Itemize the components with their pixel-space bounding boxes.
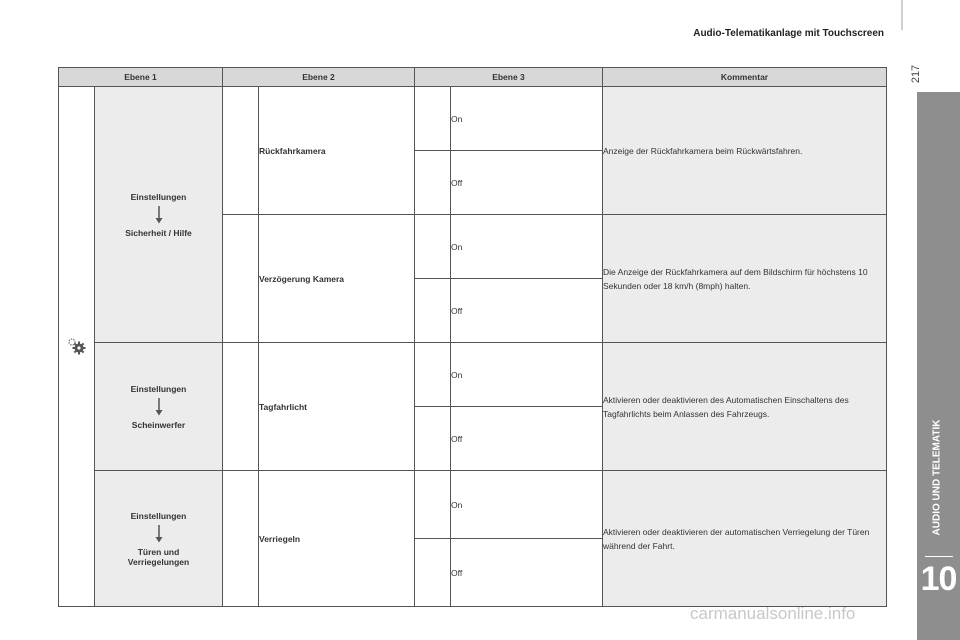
- option-off: Off: [451, 407, 603, 471]
- page-number: 217: [910, 64, 923, 84]
- level2-verzoegerung-kamera: Verzögerung Kamera: [259, 215, 415, 343]
- option-off: Off: [451, 279, 603, 343]
- watermark-text: carmanualsonline.info: [690, 604, 856, 623]
- option-on: On: [451, 215, 603, 279]
- arrow-down-icon: [154, 398, 164, 416]
- comment-tagfahrlicht: Aktivieren oder deaktivieren des Automatischen Einschaltens des Tagfahrlichts beim Anlassen des Fahrzeugs.: [603, 343, 887, 471]
- chapter-divider: [925, 556, 953, 557]
- column-header-kommentar: Kommentar: [603, 68, 887, 87]
- level1-cell-sicherheit: Einstellungen Sicherheit / Hilfe: [95, 87, 223, 343]
- settings-menu-table: [58, 67, 887, 607]
- table-header-row: [59, 68, 887, 87]
- column-header-ebene-3: Ebene 3: [415, 68, 603, 87]
- table-row: [59, 87, 887, 151]
- comment-verzoegerung-kamera: Die Anzeige der Rückfahrkamera auf dem Bildschirm für höchstens 10 Sekunden oder 18 km/h (8mph) halten.: [603, 215, 887, 343]
- option-off: Off: [451, 539, 603, 607]
- comment-verriegeln: Aktivieren oder deaktivieren der automatischen Verriegelung der Türen während der Fahrt.: [603, 471, 887, 607]
- page-header-title: Audio-Telematikanlage mit Touchscreen: [693, 28, 884, 39]
- arrow-down-icon: [154, 525, 164, 543]
- level1-cell-scheinwerfer: Einstellungen Scheinwerfer: [95, 343, 223, 471]
- level2-verriegeln: Verriegeln: [259, 471, 415, 607]
- top-divider: [901, 0, 903, 30]
- level2-tagfahrlicht: Tagfahrlicht: [259, 343, 415, 471]
- chapter-side-tab: [917, 92, 960, 640]
- option-off: Off: [451, 151, 603, 215]
- option-on: On: [451, 471, 603, 539]
- settings-gear-icon: [67, 336, 87, 356]
- chapter-number: 10: [920, 560, 957, 598]
- table-row: [59, 343, 887, 407]
- level1-cell-tueren: Einstellungen Türen und Verriegelungen: [95, 471, 223, 607]
- comment-rueckfahrkamera: Anzeige der Rückfahrkamera beim Rückwärtsfahren.: [603, 87, 887, 215]
- settings-icon-cell: [59, 87, 95, 607]
- option-on: On: [451, 87, 603, 151]
- column-header-ebene-1: Ebene 1: [59, 68, 223, 87]
- option-on: On: [451, 343, 603, 407]
- chapter-label: AUDIO UND TELEMATIK: [931, 419, 943, 536]
- level2-rueckfahrkamera: Rückfahrkamera: [259, 87, 415, 215]
- column-header-ebene-2: Ebene 2: [223, 68, 415, 87]
- table-row: [59, 471, 887, 539]
- arrow-down-icon: [154, 206, 164, 224]
